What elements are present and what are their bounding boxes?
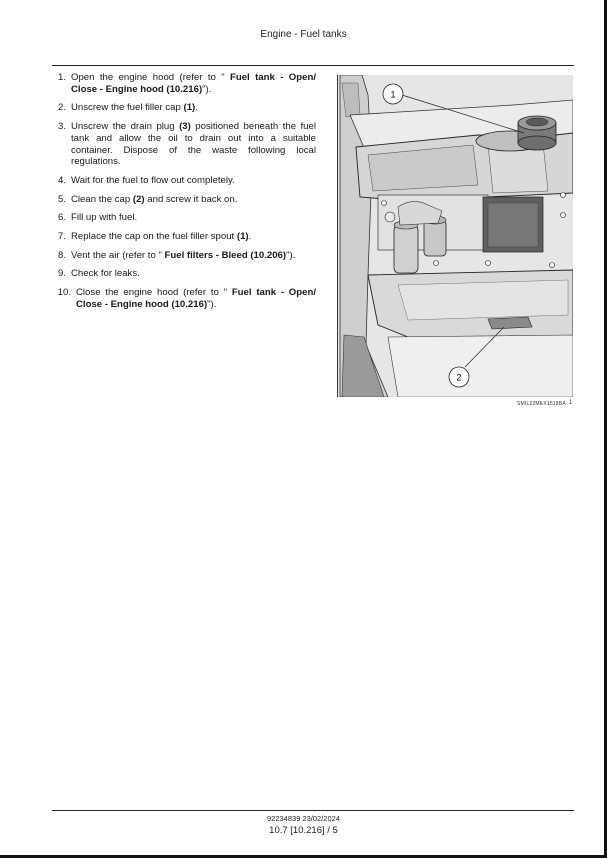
step-text <box>71 212 316 224</box>
step-2 <box>52 102 316 114</box>
footer-divider <box>52 810 574 811</box>
procedure-steps <box>52 72 316 318</box>
step-callout-ref: (2) <box>132 193 145 205</box>
step-reference-link[interactable]: Fuel tank - Open/ Close - Engine hood (10.216) <box>76 287 316 310</box>
step-text <box>71 194 316 206</box>
step-number: 9. <box>57 268 66 280</box>
step-number: 5. <box>57 193 66 205</box>
step-text-part: Check for leaks. <box>71 268 140 280</box>
callout-2: 2 <box>456 372 462 383</box>
step-text-part: Unscrew the drain plug <box>71 121 180 133</box>
step-callout-ref: (1) <box>183 102 196 114</box>
footer-page-number: 10.7 [10.216] / 5 <box>269 825 338 836</box>
step-text-part: Wait for the fuel to flow out completely. <box>71 174 235 186</box>
step-text-part: Fill up with fuel. <box>71 212 138 224</box>
step-number: 3. <box>57 121 66 133</box>
step-text <box>71 231 316 243</box>
step-text <box>71 72 316 95</box>
step-text-part: Clean the cap <box>71 193 133 205</box>
step-text-part: . <box>195 102 198 114</box>
step-text-part: Replace the cap on the fuel filler spout <box>71 231 237 243</box>
step-number: 2. <box>57 102 66 114</box>
step-text-part: Unscrew the fuel filler cap <box>71 102 184 114</box>
step-text-part: "). <box>202 83 212 95</box>
step-text-part: and screw it back on. <box>144 193 238 205</box>
footer-document-id: 92234839 23/02/2024 <box>267 814 340 823</box>
step-text-part: "). <box>207 298 217 310</box>
step-number: 6. <box>57 212 66 224</box>
step-number: 8. <box>57 249 66 261</box>
step-text-part: "). <box>286 249 296 261</box>
step-text <box>71 268 316 280</box>
step-reference-link[interactable]: Fuel tank - Open/ Close - Engine hood (10.216) <box>71 72 316 95</box>
step-text-part: positioned beneath the fuel tank and allow the oil to drain out into a suitable container. Dispose of the waste following local regulations. <box>71 121 316 168</box>
figure-number: 1 <box>569 400 573 406</box>
step-number: 1. <box>57 72 66 83</box>
step-text <box>76 287 316 310</box>
engine-fuel-tank-illustration <box>338 75 573 397</box>
step-callout-ref: (1) <box>236 231 249 243</box>
step-number: 10. <box>57 287 71 299</box>
step-number: 4. <box>57 174 66 186</box>
step-text <box>71 175 316 187</box>
step-9 <box>52 268 316 280</box>
step-10 <box>52 287 316 310</box>
step-text <box>71 102 316 114</box>
step-text-part: . <box>248 231 252 243</box>
step-text-part: Vent the air (refer to " <box>71 249 165 261</box>
step-reference-link[interactable]: Fuel filters - Bleed (10.206) <box>164 249 287 261</box>
step-callout-ref: (3) <box>179 121 191 133</box>
step-text <box>71 121 316 168</box>
figure-drawing <box>338 75 573 397</box>
step-text-part: Close the engine hood (refer to " <box>76 287 232 299</box>
step-3 <box>52 121 316 168</box>
step-8 <box>52 250 316 262</box>
step-6 <box>52 212 316 224</box>
step-1 <box>52 72 316 95</box>
step-7 <box>52 231 316 243</box>
step-text-part: Open the engine hood (refer to " <box>71 72 230 83</box>
page-title: Engine - Fuel tanks <box>260 29 347 40</box>
step-text <box>71 250 316 262</box>
header-divider <box>52 65 574 66</box>
figure-code: SMIL22MEX1518BA <box>517 401 566 407</box>
step-number: 7. <box>57 231 66 243</box>
step-4 <box>52 175 316 187</box>
callout-1: 1 <box>390 89 396 100</box>
step-5 <box>52 194 316 206</box>
